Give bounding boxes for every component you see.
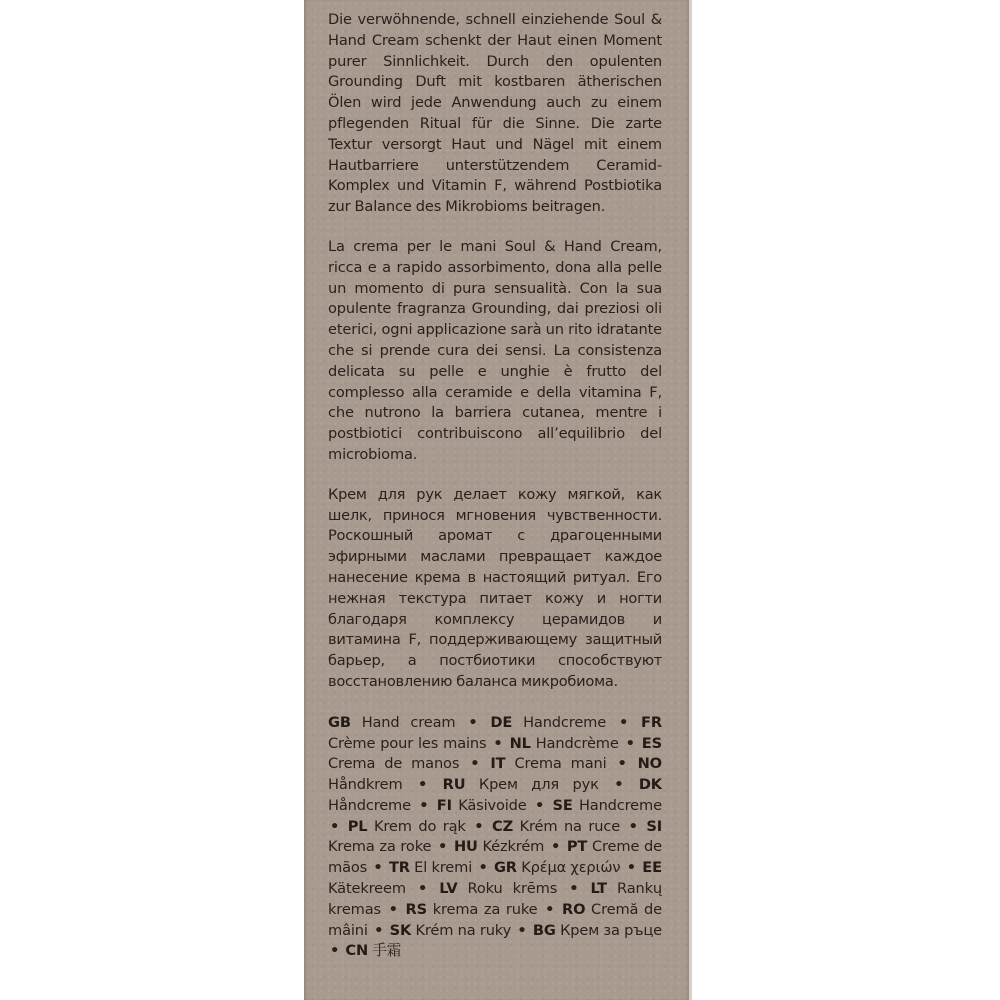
product-name-translation: Handcreme: [523, 713, 607, 731]
product-name-translation: Käsivoide: [458, 796, 527, 814]
product-name-translation: Håndcreme: [328, 796, 411, 814]
product-name-translation: Krema za roke: [328, 838, 432, 856]
language-code: SI: [646, 817, 662, 835]
language-code: DE: [490, 713, 513, 731]
language-entry-ru: [443, 776, 599, 793]
language-code: PT: [566, 838, 588, 856]
language-entry-de: [490, 714, 606, 731]
separator-bullet: •: [438, 838, 448, 856]
language-code: TR: [388, 859, 410, 877]
language-entry-pl: [348, 818, 466, 835]
product-name-translation: Handcreme: [578, 796, 662, 814]
language-code: DK: [638, 776, 662, 794]
language-code: LV: [439, 880, 458, 898]
language-code: CN: [345, 942, 369, 960]
language-entry-gb: [328, 714, 455, 731]
separator-bullet: •: [614, 776, 624, 794]
language-entry-gr: [494, 859, 620, 876]
product-name-translation: Krém na ruce: [519, 817, 621, 835]
language-code: IT: [490, 755, 506, 773]
language-code: RU: [442, 776, 466, 794]
language-code: LT: [590, 880, 607, 898]
language-entry-lv: [439, 880, 557, 897]
language-code: BG: [532, 921, 556, 939]
language-code: CZ: [492, 817, 514, 835]
separator-bullet: •: [493, 734, 503, 752]
language-code: GR: [493, 859, 517, 877]
language-entry-rs: [406, 901, 538, 918]
language-code: RS: [405, 900, 427, 918]
product-name-translation: Крем за ръце: [560, 921, 662, 939]
separator-bullet: •: [474, 817, 484, 835]
language-code: FI: [436, 796, 452, 814]
language-entry-it: [490, 755, 606, 772]
description-german: Die verwöhnende, schnell einziehende Soul & Hand Cream schenkt der Haut einen Moment purer Sinnlichkeit. Durch den opulenten Grounding Duft mit kostbaren ätherischen Ölen wird jede Anwendung auch zu einem pflegenden Ritual für die Sinne. Die zarte Textur versorgt Haut und Nägel mit einem Hautbarriere unterstützendem Ceramid-Komplex und Vitamin F, während Postbiotika zur Balance des Mikrobioms beitragen.: [328, 11, 662, 216]
language-entry-fi: [437, 797, 527, 814]
product-name-translation: Κρέμα χεριών: [521, 859, 621, 877]
product-name-translation: Handcrème: [535, 734, 619, 752]
language-entry-tr: [389, 859, 472, 876]
language-code: HU: [453, 838, 478, 856]
product-name-translation: Crème pour les mains: [328, 734, 487, 752]
language-code: RO: [562, 900, 586, 918]
language-code: EE: [642, 859, 662, 877]
product-name-translation: Крем для рук: [478, 776, 599, 794]
description-russian: Крем для рук делает кожу мягкой, как шелк, принося мгновения чувственности. Роскошный аромат с драгоценными эфирными маслами превращает каждое нанесение крема в настоящий ритуал. Его нежная текстура питает кожу и ногти благодаря комплексу церамидов и витамина F, поддерживающему защитный барьер, а постбиотики способствуют восстановлению баланса микробиома.: [328, 485, 662, 690]
product-name-translation: Rankų kremas: [328, 880, 662, 918]
language-code: SK: [389, 921, 412, 939]
separator-bullet: •: [478, 859, 488, 877]
language-entry-nl: [510, 735, 619, 752]
language-entry-se: [552, 797, 661, 814]
separator-bullet: •: [470, 755, 480, 773]
language-code: FR: [641, 713, 662, 731]
multilingual-product-name-list: [328, 713, 662, 963]
language-entry-bg: [533, 922, 662, 939]
product-name-translation: 手霜: [372, 942, 402, 960]
product-name-translation: Kätekreem: [328, 880, 406, 898]
separator-bullet: •: [625, 734, 635, 752]
language-entry-sk: [390, 922, 511, 939]
product-name-translation: Håndkrem: [328, 776, 403, 794]
product-name-translation: Crema de manos: [328, 755, 460, 773]
separator-bullet: •: [626, 859, 636, 877]
separator-bullet: •: [418, 776, 428, 794]
separator-bullet: •: [618, 713, 629, 731]
product-name-translation: Crema mani: [514, 755, 607, 773]
packaging-panel: [304, 0, 692, 1000]
separator-bullet: •: [330, 942, 340, 960]
product-name-translation: El kremi: [414, 859, 473, 877]
product-text-column: [328, 10, 662, 962]
language-code: PL: [347, 817, 368, 835]
language-code: GB: [328, 713, 351, 731]
separator-bullet: •: [417, 880, 428, 898]
separator-bullet: •: [373, 859, 383, 877]
language-entry-cz: [492, 818, 620, 835]
panel-edge: [689, 0, 692, 1000]
separator-bullet: •: [330, 817, 340, 835]
product-name-translation: Roku krēms: [467, 880, 558, 898]
language-code: NO: [637, 755, 662, 773]
product-name-translation: Kézkrém: [482, 838, 545, 856]
language-code: NL: [509, 734, 531, 752]
separator-bullet: •: [617, 755, 627, 773]
separator-bullet: •: [374, 921, 384, 939]
separator-bullet: •: [534, 796, 545, 814]
separator-bullet: •: [550, 838, 561, 856]
separator-bullet: •: [468, 713, 478, 731]
language-entry-hu: [454, 838, 544, 855]
description-italian: La crema per le mani Soul & Hand Cream, ricca e a rapido assorbimento, dona alla pelle un momento di pura sensualità. Con la sua opulente fragranza Grounding, dai preziosi oli eterici, ogni applicazione sarà un rito idratante che si prende cura dei sensi. La consistenza delicata su pelle e unghie è frutto del complesso alla ceramide e della vitamina F, che nutrono la barriera cutanea, mentre i postbiotici contribuiscono all’equilibrio del microbioma.: [328, 237, 662, 463]
separator-bullet: •: [419, 796, 429, 814]
product-name-translation: Krem do rąk: [373, 817, 466, 835]
separator-bullet: •: [628, 817, 638, 835]
product-name-translation: Creme de mãos: [328, 838, 662, 877]
language-code: ES: [641, 734, 662, 752]
language-code: SE: [552, 796, 573, 814]
product-name-translation: krema za ruke: [432, 900, 538, 918]
separator-bullet: •: [388, 900, 398, 918]
product-name-translation: Krém na ruky: [415, 921, 512, 939]
separator-bullet: •: [569, 880, 579, 898]
product-name-translation: Hand cream: [361, 713, 456, 731]
separator-bullet: •: [517, 921, 527, 939]
separator-bullet: •: [545, 900, 555, 918]
product-name-translation: Cremă de mâini: [328, 900, 662, 939]
language-entry-cn: [345, 942, 401, 959]
